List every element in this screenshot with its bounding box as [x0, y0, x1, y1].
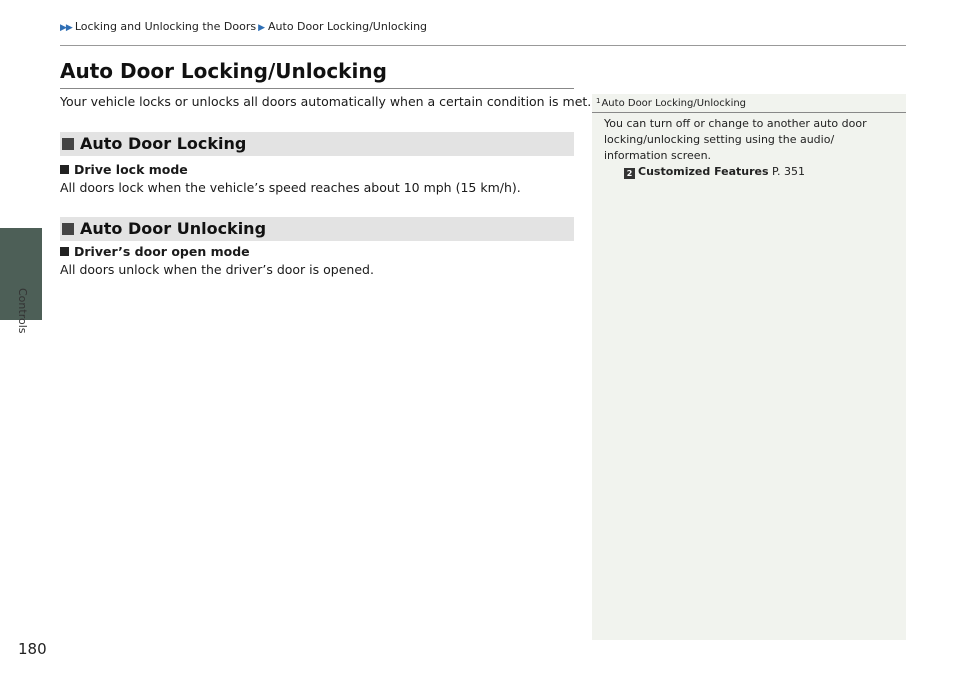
breadcrumb-current: Auto Door Locking/Unlocking — [268, 20, 428, 33]
page-number: 180 — [18, 640, 47, 658]
section-heading-auto-locking — [60, 132, 574, 156]
reference-page: P. 351 — [772, 165, 805, 178]
breadcrumb-separator-icon: ▶ — [258, 23, 266, 33]
note-text: You can turn off or change to another auto door locking/unlocking setting using the audio/ information screen. — [604, 117, 867, 162]
page-title: Auto Door Locking/Unlocking — [60, 59, 387, 83]
square-bullet-icon — [62, 223, 74, 235]
square-bullet-icon — [62, 138, 74, 150]
reference-arrow-icon: 2 — [624, 168, 635, 179]
title-divider — [60, 88, 574, 89]
subheading-driver-door-open — [60, 244, 250, 259]
chapter-label: Controls — [16, 288, 29, 334]
note-title — [596, 97, 746, 109]
reference-label[interactable]: Customized Features — [638, 165, 769, 178]
section-heading-auto-unlocking — [60, 217, 574, 241]
note-body — [604, 116, 896, 180]
note-number: 1 — [596, 97, 601, 105]
section-heading-text: Auto Door Locking — [80, 134, 247, 153]
square-bullet-icon — [60, 247, 69, 256]
breadcrumb-parent[interactable]: Locking and Unlocking the Doors — [74, 20, 257, 33]
square-bullet-icon — [60, 165, 69, 174]
breadcrumb-arrow-icon: ▶▶ — [60, 23, 72, 33]
breadcrumb — [60, 20, 427, 33]
body-text-driver-door-open: All doors unlock when the driver’s door is opened. — [60, 262, 374, 277]
body-text-drive-lock: All doors lock when the vehicle’s speed reaches about 10 mph (15 km/h). — [60, 180, 521, 195]
note-panel — [592, 94, 906, 640]
note-title-text: Auto Door Locking/Unlocking — [601, 98, 747, 109]
intro-text: Your vehicle locks or unlocks all doors automatically when a certain condition is met. — [60, 94, 592, 109]
header-divider — [60, 45, 906, 46]
subheading-text: Driver’s door open mode — [74, 244, 250, 259]
section-heading-text: Auto Door Unlocking — [80, 219, 267, 238]
note-divider — [592, 112, 906, 113]
subheading-drive-lock — [60, 162, 188, 177]
note-reference-link[interactable] — [624, 164, 896, 180]
subheading-text: Drive lock mode — [74, 162, 188, 177]
